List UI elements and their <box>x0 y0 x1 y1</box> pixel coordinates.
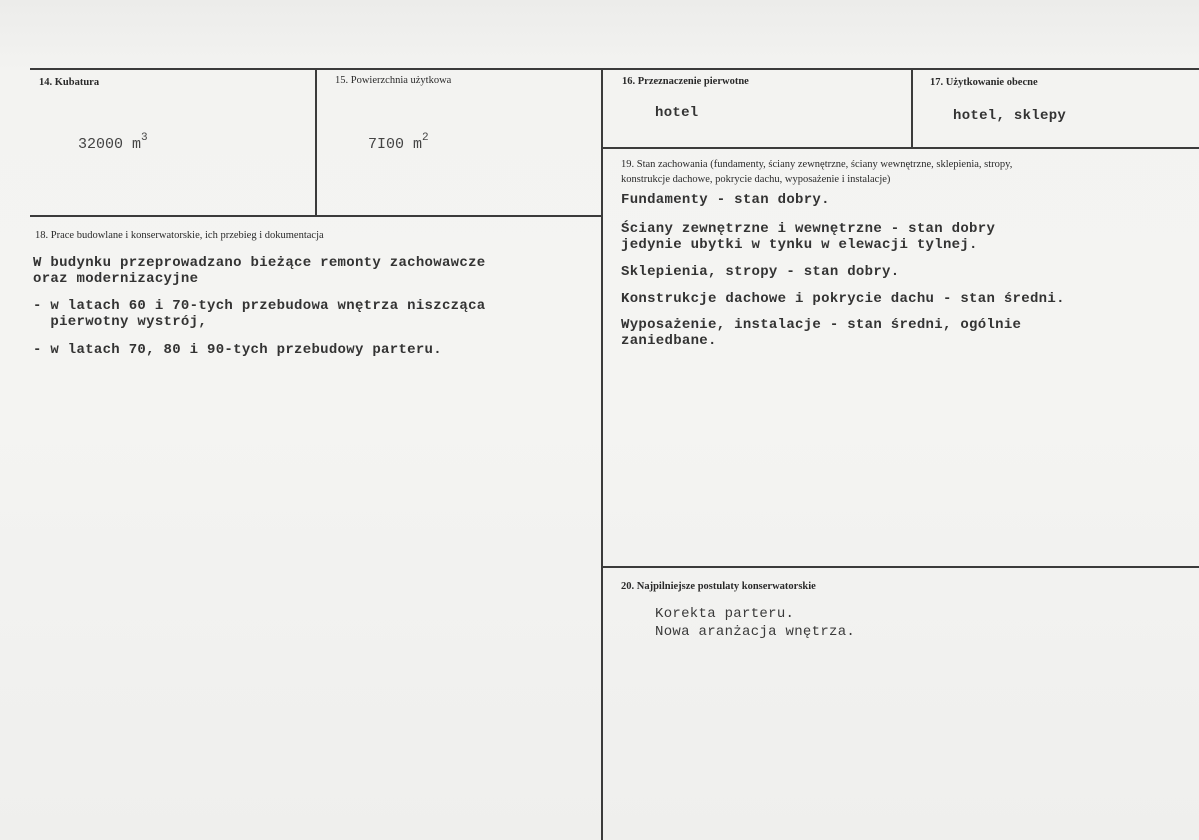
kubatura-number: 32000 m <box>78 136 142 153</box>
przeznaczenie-label: 16. Przeznaczenie pierwotne <box>622 76 749 87</box>
stan-line-1: Fundamenty - stan dobry. <box>621 192 830 208</box>
stan-line-2: Ściany zewnętrzne i wewnętrzne - stan dobry <box>621 221 996 237</box>
powierzchnia-number: 7I00 m <box>368 136 423 153</box>
kubatura-value <box>78 134 148 153</box>
powierzchnia-label: 15. Powierzchnia użytkowa <box>335 75 452 86</box>
stan-zachowania-label-1: 19. Stan zachowania (fundamenty, ściany zewnętrzne, ściany wewnętrzne, sklepienia, stropy, <box>621 159 1013 170</box>
line-under-16-17 <box>601 147 1199 149</box>
stan-line-3: jedynie ubytki w tynku w elewacji tylnej. <box>621 237 978 253</box>
divider-16-17 <box>911 68 913 148</box>
stan-zachowania-label-2: konstrukcje dachowe, pokrycie dachu, wyposażenie i instalacje) <box>621 174 891 185</box>
prace-line-2: oraz modernizacyjne <box>33 271 199 287</box>
przeznaczenie-value: hotel <box>655 105 699 121</box>
postulaty-label: 20. Najpilniejsze postulaty konserwatorskie <box>621 581 816 592</box>
top-border-line <box>30 68 1199 70</box>
prace-line-4: pierwotny wystrój, <box>33 314 208 330</box>
stan-line-7: zaniedbane. <box>621 333 717 349</box>
powierzchnia-exponent: 2 <box>422 132 429 144</box>
kubatura-exponent: 3 <box>141 132 148 144</box>
postulaty-line-2: Nowa aranżacja wnętrza. <box>655 624 856 640</box>
divider-14-15 <box>315 68 317 216</box>
prace-budowlane-label: 18. Prace budowlane i konserwatorskie, ich przebieg i dokumentacja <box>35 230 324 241</box>
prace-line-3: - w latach 60 i 70-tych przebudowa wnętrza niszcząca <box>33 298 486 314</box>
stan-line-6: Wyposażenie, instalacje - stan średni, ogólnie <box>621 317 1022 333</box>
line-above-20 <box>601 566 1199 568</box>
prace-line-5: - w latach 70, 80 i 90-tych przebudowy parteru. <box>33 342 442 358</box>
stan-line-5: Konstrukcje dachowe i pokrycie dachu - stan średni. <box>621 291 1065 307</box>
uzytkowanie-value: hotel, sklepy <box>953 108 1067 124</box>
prace-line-1: W budynku przeprowadzano bieżące remonty zachowawcze <box>33 255 486 271</box>
powierzchnia-value <box>368 134 429 153</box>
main-vertical-divider <box>601 68 603 840</box>
kubatura-label: 14. Kubatura <box>39 77 100 88</box>
stan-line-4: Sklepienia, stropy - stan dobry. <box>621 264 900 280</box>
postulaty-line-1: Korekta parteru. <box>655 606 795 622</box>
uzytkowanie-label: 17. Użytkowanie obecne <box>930 77 1038 88</box>
line-under-14-15 <box>30 215 602 217</box>
